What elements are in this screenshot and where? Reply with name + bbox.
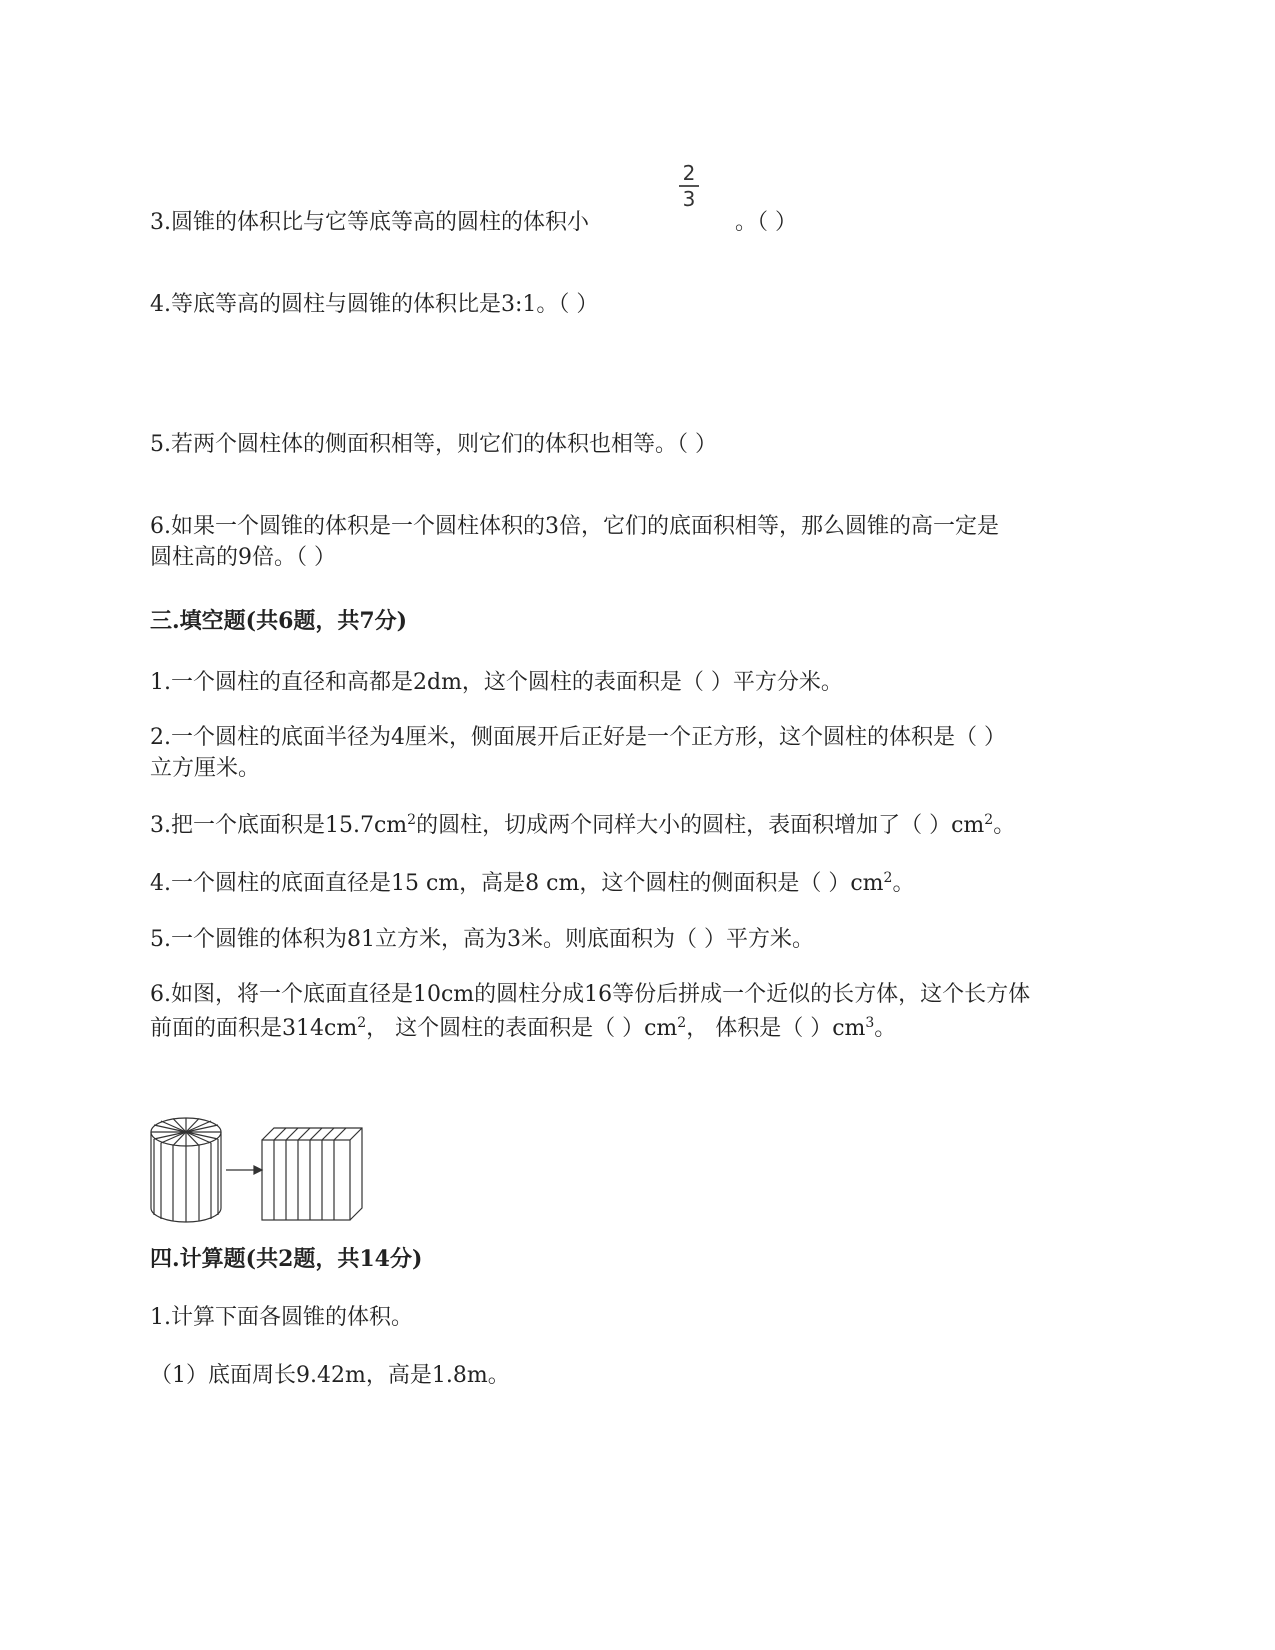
fill-q3-part-a: 3.把一个底面积是15.7cm xyxy=(150,813,408,838)
fill-q6-part-a: 前面的面积是314cm xyxy=(150,1016,358,1041)
fill-q6-line1: 6.如图，将一个底面直径是10cm的圆柱分成16等份后拼成一个近似的长方体，这个长方体 xyxy=(150,982,1031,1007)
fraction-two-thirds xyxy=(677,162,701,210)
judge-q3-prefix: 3.圆锥的体积比与它等底等高的圆柱的体积小 xyxy=(150,210,589,235)
fill-q5: 5.一个圆锥的体积为81立方米，高为3米。则底面积为（ ）平方米。 xyxy=(150,927,814,952)
fill-q3 xyxy=(150,811,1015,841)
fill-q3-superscript-2: 2 xyxy=(984,812,994,828)
fill-q6-superscript-3: 3 xyxy=(865,1015,875,1031)
fill-section-heading: 三.填空题(共6题，共7分) xyxy=(150,608,408,634)
fill-q6-part-b: ， 这个圆柱的表面积是（ ）cm xyxy=(366,1016,678,1041)
calc-section-heading: 四.计算题(共2题，共14分) xyxy=(150,1246,423,1272)
judge-q3-text xyxy=(150,208,589,238)
fill-q4-part-b: 。 xyxy=(892,871,915,896)
judge-q6-line2: 圆柱高的9倍。（ ） xyxy=(150,545,336,570)
judge-q3-suffix: 。（ ） xyxy=(735,210,797,235)
fill-q4 xyxy=(150,869,914,899)
fill-q6-superscript-2: 2 xyxy=(677,1015,687,1031)
fraction-numerator: 2 xyxy=(682,161,696,185)
fill-q1: 1.一个圆柱的直径和高都是2dm，这个圆柱的表面积是（ ）平方分米。 xyxy=(150,670,843,695)
judge-q4: 4.等底等高的圆柱与圆锥的体积比是3:1。（ ） xyxy=(150,292,599,317)
fill-q6-part-c: ， 体积是（ ）cm xyxy=(686,1016,866,1041)
fill-q3-part-c: 。 xyxy=(993,813,1016,838)
fill-q6-part-d: 。 xyxy=(874,1016,897,1041)
fill-q6-superscript-1: 2 xyxy=(357,1015,367,1031)
fill-q3-part-b: 的圆柱，切成两个同样大小的圆柱，表面积增加了（ ）cm xyxy=(416,813,985,838)
cylinder-to-cuboid-figure xyxy=(150,1110,380,1225)
fill-q6-line2 xyxy=(150,1014,896,1044)
calc-q1: 1.计算下面各圆锥的体积。 xyxy=(150,1305,413,1330)
fill-q3-superscript-1: 2 xyxy=(407,812,417,828)
fill-q4-superscript: 2 xyxy=(883,870,893,886)
fill-q2-line1: 2.一个圆柱的底面半径为4厘米，侧面展开后正好是一个正方形，这个圆柱的体积是（ ） xyxy=(150,725,1006,750)
fill-q4-part-a: 4.一个圆柱的底面直径是15 cm，高是8 cm，这个圆柱的侧面积是（ ）cm xyxy=(150,871,884,896)
calc-q1-sub1: （1）底面周长9.42m，高是1.8m。 xyxy=(150,1363,510,1388)
judge-q6-line1: 6.如果一个圆锥的体积是一个圆柱体积的3倍，它们的底面积相等，那么圆锥的高一定是 xyxy=(150,514,999,539)
fill-q2-line2: 立方厘米。 xyxy=(150,756,261,781)
fraction-denominator: 3 xyxy=(682,187,696,211)
judge-q5: 5.若两个圆柱体的侧面积相等，则它们的体积也相等。（ ） xyxy=(150,432,717,457)
